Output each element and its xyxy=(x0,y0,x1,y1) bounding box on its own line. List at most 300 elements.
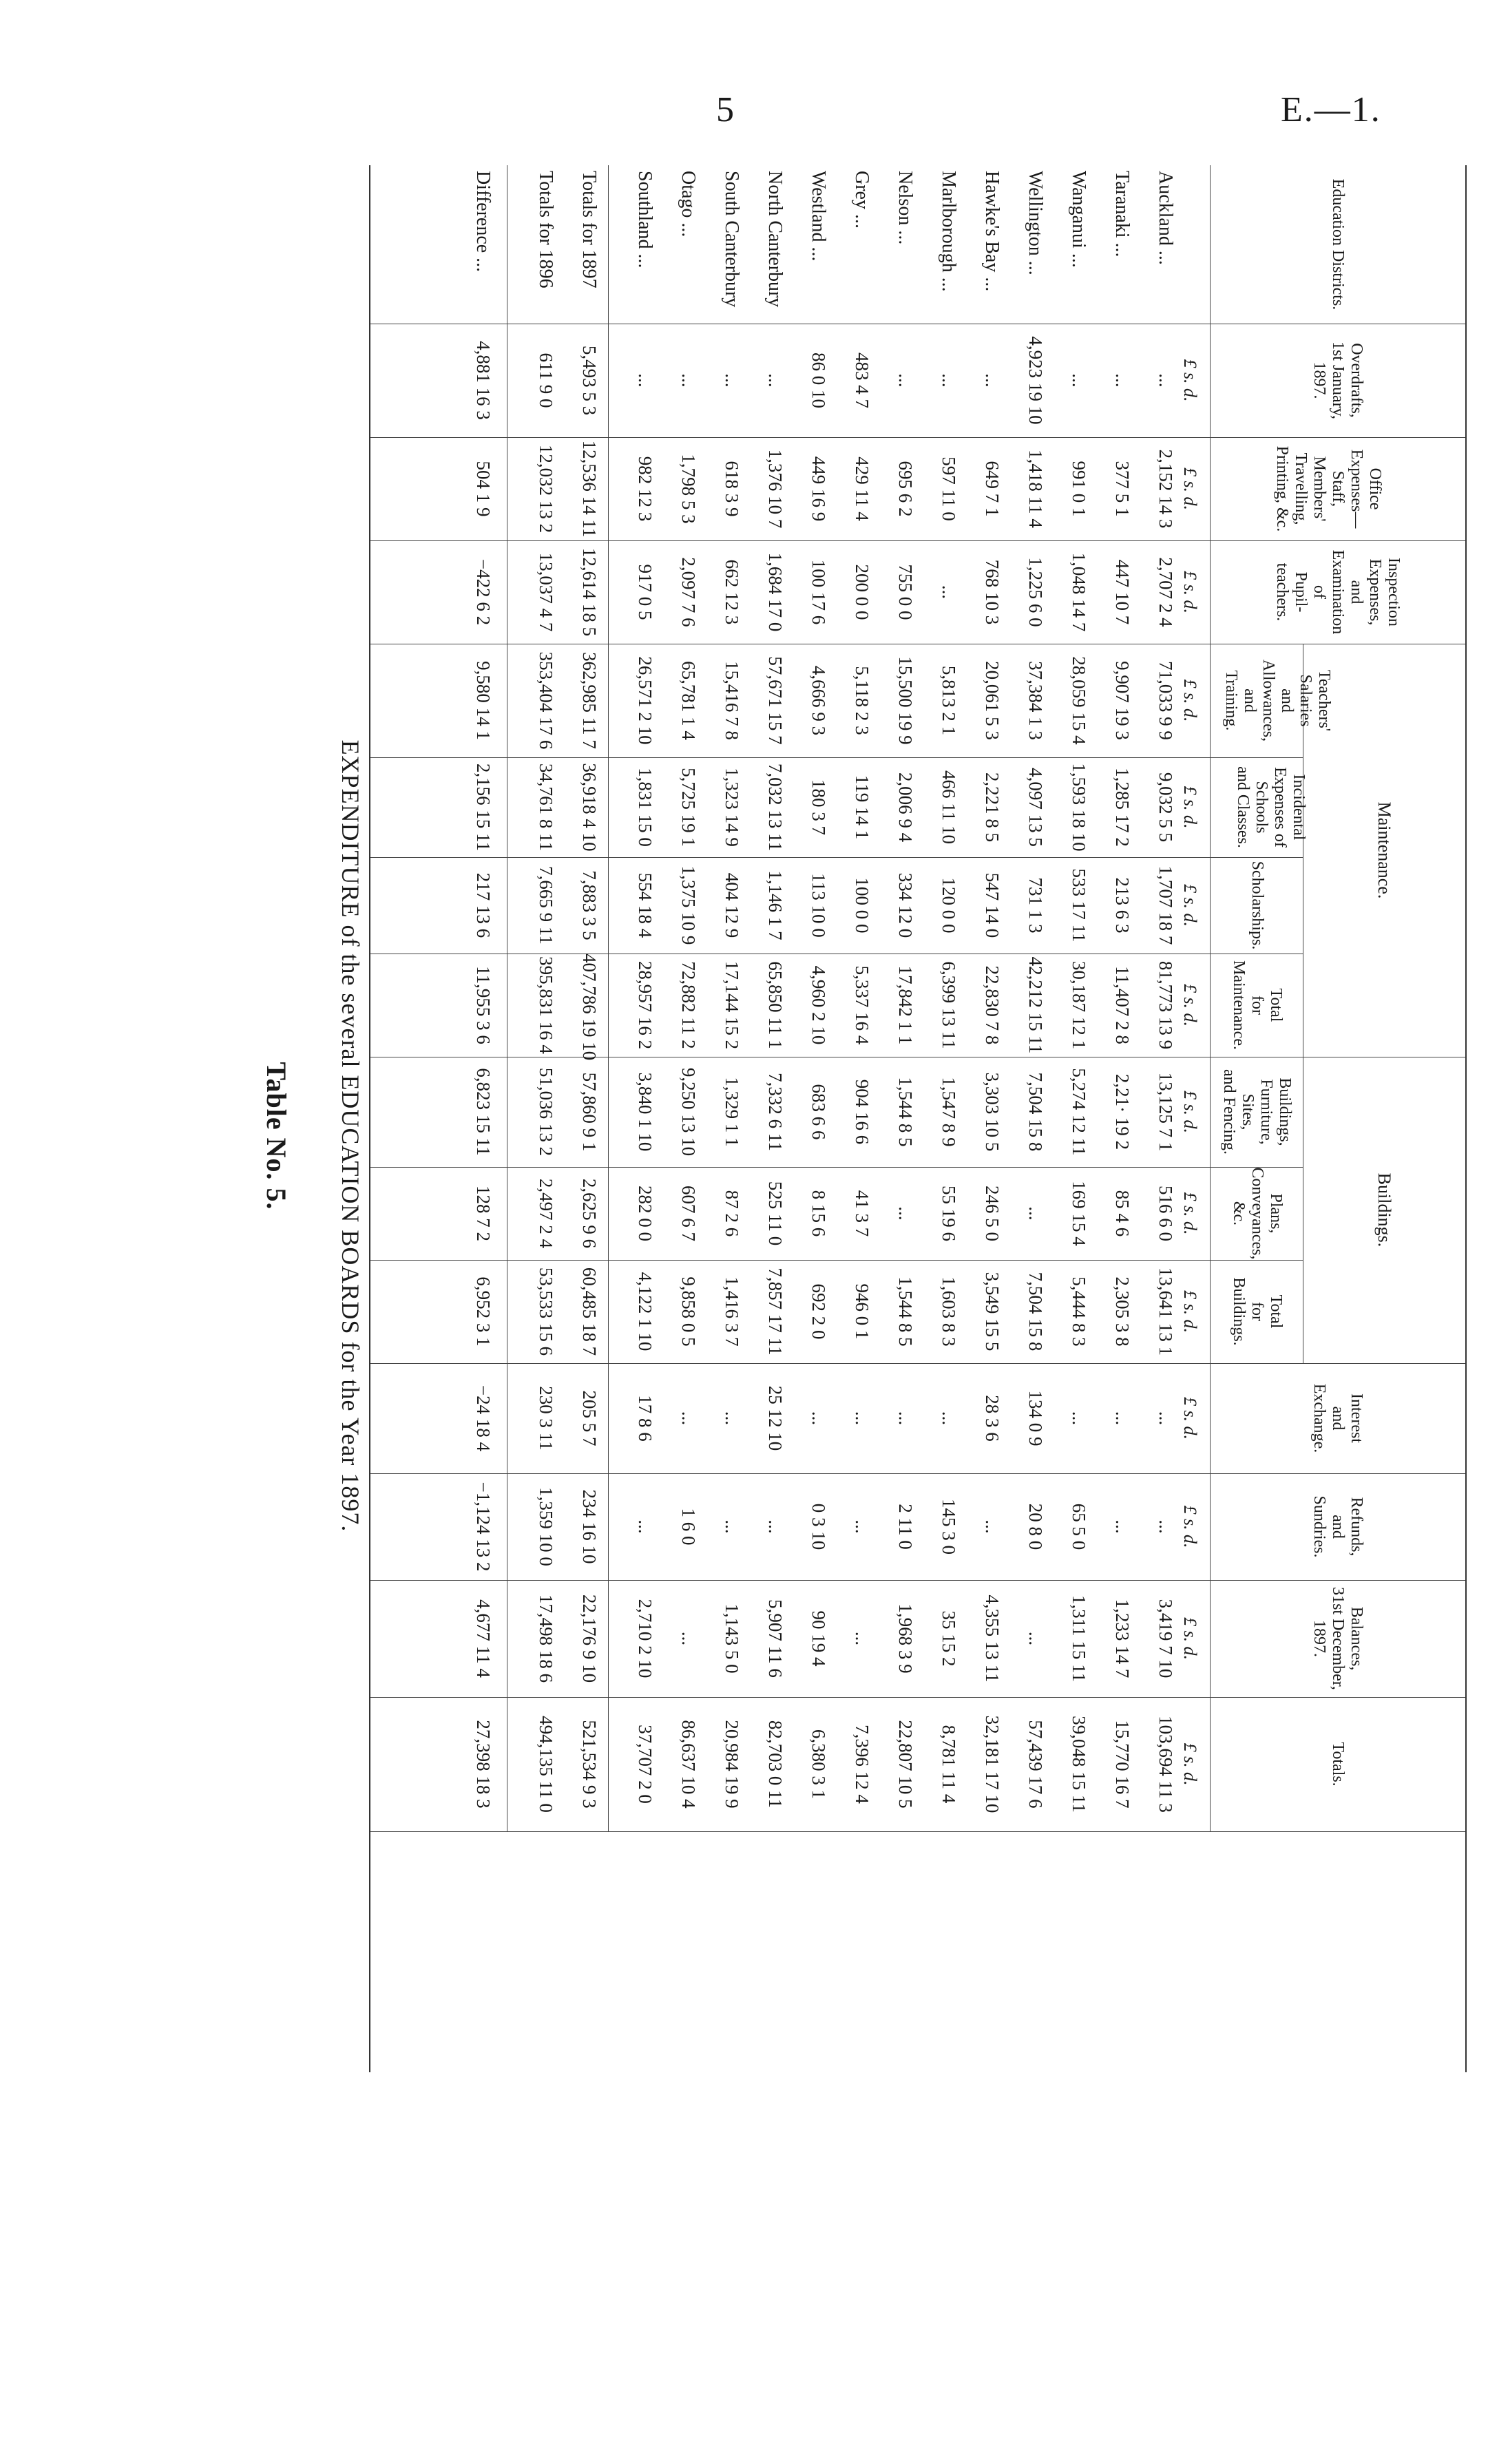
table-cell: 5,493 5 3 xyxy=(579,345,600,416)
table-cell: 57,671 15 7 xyxy=(765,656,786,745)
header-line: Education Districts. xyxy=(1329,178,1348,310)
table-cell: 5,907 11 6 xyxy=(765,1599,786,1678)
table-cell: 611 9 0 xyxy=(536,352,556,408)
table-cell: 649 7 1 xyxy=(982,461,1003,517)
header-line: Schools xyxy=(1253,781,1271,834)
units-label: £ s. d. xyxy=(1180,1090,1200,1134)
table-cell: 2,21· 19 2 xyxy=(1112,1073,1133,1150)
table-cell: ... xyxy=(722,373,742,388)
header-refunds xyxy=(1310,1473,1366,1580)
table-cell: ... xyxy=(678,1631,699,1646)
table-cell: ... xyxy=(722,1519,742,1534)
table-cell: 7,665 9 11 xyxy=(536,866,556,945)
district-label: Wellington ... xyxy=(1025,171,1046,275)
table-cell: 5,274 12 11 xyxy=(1069,1068,1089,1156)
table-cell: 145 3 0 xyxy=(939,1499,959,1555)
header-line: Plans, xyxy=(1267,1193,1285,1234)
table-cell: 904 16 6 xyxy=(852,1079,872,1145)
table-cell: 57,439 17 6 xyxy=(1025,1720,1046,1809)
header-line: Buildings. xyxy=(1230,1277,1248,1346)
table-cell: 13,125 7 1 xyxy=(1155,1072,1176,1152)
table-cell: 1,233 14 7 xyxy=(1112,1599,1133,1678)
header-line: Total xyxy=(1267,1294,1285,1329)
table-cell: 662 12 3 xyxy=(722,559,742,625)
table-cell: 213 6 3 xyxy=(1112,877,1133,934)
table-cell: ... xyxy=(895,1206,916,1221)
header-incidental xyxy=(1234,757,1308,857)
table-cell: 1,603 8 3 xyxy=(939,1276,959,1347)
table-cell: ... xyxy=(939,1411,959,1426)
district-label: North Canterbury xyxy=(764,171,786,308)
page-code: E.—1. xyxy=(1281,90,1381,129)
table-cell: 2,625 9 6 xyxy=(579,1178,600,1249)
table-cell: 607 6 7 xyxy=(678,1186,699,1241)
table-cell: 15,500 19 9 xyxy=(895,656,916,745)
table-cell: 11,407 2 8 xyxy=(1112,966,1133,1044)
header-line: Teachers' xyxy=(1315,669,1334,732)
table-cell: 100 0 0 xyxy=(852,877,872,934)
table-cell: 768 10 3 xyxy=(982,559,1003,625)
table-cell: 1,376 10 7 xyxy=(765,449,786,529)
table-cell: 13,641 13 1 xyxy=(1155,1267,1176,1356)
header-line: Staff, Members' xyxy=(1310,456,1348,522)
table-cell: 4,355 13 11 xyxy=(982,1594,1003,1683)
table-cell: 1,684 17 0 xyxy=(765,552,786,632)
header-line: Expenses, xyxy=(1366,558,1385,626)
table-cell: ... xyxy=(1025,1631,1046,1646)
table-cell: 547 14 0 xyxy=(982,872,1003,938)
table-cell: 87 2 6 xyxy=(722,1190,742,1237)
table-cell: 169 15 4 xyxy=(1069,1181,1089,1246)
table-subtitle: EXPENDITURE of the several EDUCATION BOARDS for the Year 1897. xyxy=(337,739,364,1533)
table-cell: 30,187 12 1 xyxy=(1069,960,1089,1050)
table-cell: 53,533 15 6 xyxy=(536,1267,556,1356)
units-label: £ s. d. xyxy=(1180,679,1200,722)
table-cell: 37,384 1 3 xyxy=(1025,661,1046,740)
table-cell: 404 12 9 xyxy=(722,872,742,938)
table-cell: 90 19 4 xyxy=(808,1610,829,1667)
table-cell: ... xyxy=(765,1519,786,1534)
table-cell: 60,485 18 7 xyxy=(579,1267,600,1356)
table-cell: 554 18 4 xyxy=(635,872,656,938)
table-cell: 1,048 14 7 xyxy=(1069,552,1089,632)
table-cell: 205 5 7 xyxy=(579,1390,600,1446)
header-line: of xyxy=(1310,585,1329,599)
table-cell: −422 6 2 xyxy=(473,558,494,626)
table-cell: 217 13 6 xyxy=(473,872,494,938)
table-cell: 2,006 9 4 xyxy=(895,772,916,843)
table-cell: 946 0 1 xyxy=(852,1283,872,1340)
header-line: Total xyxy=(1267,988,1285,1022)
group-header-buildings: Buildings. xyxy=(1374,1172,1395,1247)
table-cell: 1,146 1 7 xyxy=(765,870,786,940)
header-overdrafts xyxy=(1310,324,1366,437)
table-cell: 377 5 1 xyxy=(1112,461,1133,517)
table-cell: 128 7 2 xyxy=(473,1186,494,1241)
table-cell: 1,416 3 7 xyxy=(722,1276,742,1347)
table-cell: 22,830 7 8 xyxy=(982,965,1003,1045)
table-cell: 731 1 3 xyxy=(1025,877,1046,934)
units-label: £ s. d. xyxy=(1180,570,1200,614)
table-cell: 4,122 1 10 xyxy=(635,1272,656,1351)
table-cell: 1,968 3 9 xyxy=(895,1603,916,1674)
table-cell: 26,571 2 10 xyxy=(635,656,656,745)
table-cell: 200 0 0 xyxy=(852,564,872,620)
table-cell: 103,694 11 3 xyxy=(1155,1716,1176,1813)
table-cell: ... xyxy=(1069,1411,1089,1426)
header-line: Pupil- xyxy=(1292,571,1310,613)
table-cell: 17,842 1 1 xyxy=(895,965,916,1045)
table-cell: 1,329 1 1 xyxy=(722,1077,742,1147)
table-cell: 9,032 5 5 xyxy=(1155,772,1176,843)
table-cell: 81,773 13 9 xyxy=(1155,960,1176,1050)
table-cell: 6,952 3 1 xyxy=(473,1276,494,1347)
header-line: 1st January, xyxy=(1329,341,1348,420)
table-cell: 20 8 0 xyxy=(1025,1503,1046,1550)
table-cell: 82,703 0 11 xyxy=(765,1720,786,1809)
table-cell: 1,544 8 5 xyxy=(895,1077,916,1147)
table-cell: 6,823 15 11 xyxy=(473,1068,494,1156)
header-inspection xyxy=(1273,540,1403,644)
table-cell: 34,761 8 11 xyxy=(536,763,556,852)
table-cell: 1,359 10 0 xyxy=(536,1487,556,1566)
table-cell: 1,311 15 11 xyxy=(1069,1594,1089,1683)
table-cell: ... xyxy=(635,373,656,388)
table-cell: 466 11 10 xyxy=(939,770,959,844)
table-cell: 1,418 11 4 xyxy=(1025,450,1046,528)
header-line: and xyxy=(1329,1406,1348,1431)
table-cell: ... xyxy=(895,373,916,388)
header-line: Furniture, xyxy=(1257,1079,1276,1145)
table-cell: ... xyxy=(1155,1411,1176,1426)
header-line: Examination xyxy=(1329,549,1348,635)
table-cell: 12,614 18 5 xyxy=(579,547,600,637)
table-cell: 12,032 13 2 xyxy=(536,444,556,534)
table-cell: 618 3 9 xyxy=(722,461,742,517)
header-line: and xyxy=(1241,688,1259,713)
district-label: Marlborough ... xyxy=(938,171,959,292)
table-cell: 55 19 6 xyxy=(939,1186,959,1241)
table-cell: 5,444 8 3 xyxy=(1069,1276,1089,1347)
district-label: South Canterbury xyxy=(721,171,742,308)
header-line: Exchange. xyxy=(1310,1383,1329,1453)
table-cell: 37,707 2 0 xyxy=(635,1725,656,1804)
table-cell: 2,152 14 3 xyxy=(1155,449,1176,529)
table-cell: ... xyxy=(1025,1206,1046,1221)
units-label: £ s. d. xyxy=(1180,1289,1200,1334)
header-line: 31st December, xyxy=(1329,1587,1348,1690)
header-plans xyxy=(1229,1167,1285,1260)
table-cell: 991 0 1 xyxy=(1069,461,1089,517)
table-cell: ... xyxy=(852,1519,872,1534)
table-cell: 4,677 11 4 xyxy=(473,1599,494,1678)
header-line: 1897. xyxy=(1310,1620,1329,1657)
rotated-table-frame xyxy=(234,41,1487,2231)
table-cell: 504 1 9 xyxy=(473,461,494,517)
table-cell: 12,536 14 11 xyxy=(579,440,600,538)
table-cell: 4,923 19 10 xyxy=(1025,336,1046,425)
header-line: and Classes. xyxy=(1234,766,1253,848)
table-cell: 4,666 9 3 xyxy=(808,665,829,736)
table-cell: 2,221 8 5 xyxy=(982,772,1003,843)
header-line: Inspection xyxy=(1385,558,1403,626)
district-label: Grey ... xyxy=(851,171,872,229)
table-cell: 28,059 15 4 xyxy=(1069,656,1089,745)
table-cell: ... xyxy=(982,373,1003,388)
table-cell: ... xyxy=(765,373,786,388)
table-cell: 8,781 11 4 xyxy=(939,1725,959,1804)
district-label: Difference ... xyxy=(472,171,494,273)
table-cell: 13,037 4 7 xyxy=(536,552,556,632)
table-cell: 1,225 6 0 xyxy=(1025,557,1046,627)
table-cell: 334 12 0 xyxy=(895,872,916,938)
header-scholarships xyxy=(1248,857,1266,954)
table-cell: 100 17 6 xyxy=(808,559,829,625)
table-cell: 597 11 0 xyxy=(939,456,959,521)
table-cell: 9,580 14 1 xyxy=(473,661,494,740)
table-cell: 113 10 0 xyxy=(808,873,829,938)
table-cell: 3,303 10 5 xyxy=(982,1072,1003,1152)
table-cell: 9,858 0 5 xyxy=(678,1276,699,1347)
table-cell: 9,250 13 10 xyxy=(678,1067,699,1157)
table-cell: 86,637 10 4 xyxy=(678,1720,699,1809)
table-cell: 25 12 10 xyxy=(765,1385,786,1451)
table-cell: 282 0 0 xyxy=(635,1186,656,1241)
table-cell: 35 15 2 xyxy=(939,1610,959,1667)
header-line: Balances, xyxy=(1348,1606,1366,1671)
table-cell: 9,907 19 3 xyxy=(1112,661,1133,740)
table-title: Table No. 5. xyxy=(261,1062,292,1210)
units-label: £ s. d. xyxy=(1180,1192,1200,1235)
table-cell: 8 15 6 xyxy=(808,1190,829,1237)
district-label: Nelson ... xyxy=(894,171,916,245)
header-line: Expenses of xyxy=(1271,767,1290,847)
table-cell: ... xyxy=(1112,373,1133,388)
table-cell: −24 18 4 xyxy=(473,1384,494,1452)
header-total-maintenance xyxy=(1229,954,1285,1057)
table-cell: 3,549 15 5 xyxy=(982,1272,1003,1351)
district-label: Auckland ... xyxy=(1155,171,1176,265)
table-cell: 2,707 2 4 xyxy=(1155,557,1176,627)
table-cell: 6,399 13 11 xyxy=(939,961,959,1049)
table-cell: 57,860 9 1 xyxy=(579,1072,600,1152)
table-cell: 695 6 2 xyxy=(895,461,916,517)
header-divider xyxy=(1210,324,1211,1831)
header-line: Salaries xyxy=(1297,674,1315,727)
units-label: £ s. d. xyxy=(1180,1396,1200,1440)
table-cell: 28 3 6 xyxy=(982,1395,1003,1442)
table-cell: 65,781 1 4 xyxy=(678,661,699,740)
table-cell: 65 5 0 xyxy=(1069,1503,1089,1550)
table-cell: 525 11 0 xyxy=(765,1181,786,1246)
table-cell: 71,033 9 9 xyxy=(1155,661,1176,740)
table-cell: 533 17 11 xyxy=(1069,868,1089,943)
district-label: Totals for 1897 xyxy=(578,171,600,288)
units-label: £ s. d. xyxy=(1180,467,1200,511)
table-cell: 1,544 8 5 xyxy=(895,1276,916,1347)
units-label: £ s. d. xyxy=(1180,883,1200,927)
header-line: and Fencing. xyxy=(1220,1069,1239,1155)
header-interest xyxy=(1310,1363,1366,1473)
table-cell: 4,097 13 5 xyxy=(1025,768,1046,847)
table-cell: 72,882 11 2 xyxy=(678,961,699,1049)
units-label: £ s. d. xyxy=(1180,983,1200,1027)
table-cell: ... xyxy=(1112,1411,1133,1426)
table-cell: 692 2 0 xyxy=(808,1283,829,1340)
header-buildings-furniture xyxy=(1220,1057,1295,1167)
header-line: Sundries. xyxy=(1310,1495,1329,1558)
table-cell: 20,984 19 9 xyxy=(722,1720,742,1809)
table-cell: 494,135 11 0 xyxy=(536,1716,556,1813)
units-label: £ s. d. xyxy=(1180,1742,1200,1786)
table-cell: 2,305 3 8 xyxy=(1112,1276,1133,1347)
district-label: Totals for 1896 xyxy=(535,171,556,288)
table-cell: 39,048 15 11 xyxy=(1069,1716,1089,1813)
header-line: Refunds, xyxy=(1348,1497,1366,1557)
header-balances xyxy=(1310,1580,1366,1697)
table-cell: 15,770 16 7 xyxy=(1112,1720,1133,1809)
header-line: Travelling, xyxy=(1292,452,1310,525)
header-line: and xyxy=(1348,580,1366,604)
header-line: teachers. xyxy=(1273,562,1292,622)
table-cell: 7,883 3 5 xyxy=(579,870,600,940)
table-cell: 22,176 9 10 xyxy=(579,1594,600,1683)
table-cell: 1,285 17 2 xyxy=(1112,768,1133,847)
table-cell: 134 0 9 xyxy=(1025,1390,1046,1446)
table-cell: 85 4 6 xyxy=(1112,1190,1133,1237)
table-cell: 27,398 18 3 xyxy=(473,1720,494,1809)
table-cell: 982 12 3 xyxy=(635,456,656,522)
table-cell: 1,593 18 10 xyxy=(1069,763,1089,852)
header-line: Scholarships. xyxy=(1248,861,1266,950)
table-cell: 2,156 15 11 xyxy=(473,763,494,852)
table-cell: 5,813 2 1 xyxy=(939,665,959,736)
table-cell: ... xyxy=(1112,1519,1133,1534)
table-cell: 7,857 17 11 xyxy=(765,1267,786,1356)
table-cell: 22,807 10 5 xyxy=(895,1720,916,1809)
table-cell: 429 11 4 xyxy=(852,456,872,521)
header-line: for xyxy=(1248,1302,1266,1321)
table-cell: 42,212 15 11 xyxy=(1025,956,1046,1054)
units-label: £ s. d. xyxy=(1180,1505,1200,1548)
table-cell: 6,380 3 1 xyxy=(808,1729,829,1800)
table-cell: 755 0 0 xyxy=(895,564,916,620)
header-teachers-salaries xyxy=(1222,644,1334,757)
district-label: Westland ... xyxy=(808,171,829,262)
header-line: for xyxy=(1248,996,1266,1015)
table-cell: 1,143 5 0 xyxy=(722,1603,742,1674)
header-divider xyxy=(1210,165,1211,324)
table-cell: 1,547 8 9 xyxy=(939,1077,959,1147)
table-cell: 4,960 2 10 xyxy=(808,965,829,1045)
units-label: £ s. d. xyxy=(1180,786,1200,829)
table-cell: 1,375 10 9 xyxy=(678,865,699,945)
table-cell: 4,881 16 3 xyxy=(473,341,494,420)
table-cell: ... xyxy=(678,1411,699,1426)
table-cell: ... xyxy=(1155,373,1176,388)
district-label: Taranaki ... xyxy=(1111,171,1133,257)
table-cell: 41 3 7 xyxy=(852,1190,872,1237)
table-cell: 395,831 16 4 xyxy=(536,956,556,1054)
district-label: Otago ... xyxy=(678,171,699,238)
header-line: Interest xyxy=(1348,1393,1366,1443)
header-line: Sites, xyxy=(1239,1093,1257,1130)
header-line: Training. xyxy=(1222,670,1241,731)
table-cell: 2,710 2 10 xyxy=(635,1599,656,1678)
table-cell: 683 6 6 xyxy=(808,1084,829,1140)
totals-divider xyxy=(608,165,609,1831)
table-cell: 7,032 13 11 xyxy=(765,763,786,852)
table-cell: ... xyxy=(1069,373,1089,388)
table-cell: 1 6 0 xyxy=(678,1508,699,1546)
table-cell: 11,955 3 6 xyxy=(473,966,494,1044)
table-cell: ... xyxy=(852,1411,872,1426)
table-cell: 5,118 2 3 xyxy=(852,666,872,735)
header-totals xyxy=(1329,1697,1348,1831)
units-label: £ s. d. xyxy=(1180,359,1200,402)
table-cell: 51,036 13 2 xyxy=(536,1067,556,1157)
table-cell: 521,534 9 3 xyxy=(579,1720,600,1809)
header-line: Conveyances, xyxy=(1248,1167,1266,1260)
table-cell: ... xyxy=(895,1411,916,1426)
table-cell: 483 4 7 xyxy=(852,352,872,408)
district-label: Wanganui ... xyxy=(1068,171,1089,268)
table-cell: 86 0 10 xyxy=(808,352,829,408)
table-cell: 447 10 7 xyxy=(1112,559,1133,625)
table-cell: 65,850 11 1 xyxy=(765,961,786,1049)
header-line: Printing, &c. xyxy=(1273,445,1292,532)
header-line: Office xyxy=(1366,467,1385,510)
table-cell: 234 16 10 xyxy=(579,1489,600,1564)
table-cell: 1,798 5 3 xyxy=(678,454,699,524)
header-districts xyxy=(1329,165,1348,324)
table-cell: 0 3 10 xyxy=(808,1503,829,1550)
table-cell: 7,332 6 11 xyxy=(765,1073,786,1151)
header-line: 1897. xyxy=(1310,361,1329,399)
table-cell: 5,337 16 4 xyxy=(852,965,872,1045)
table-cell: 5,725 19 1 xyxy=(678,768,699,847)
table-cell: 3,840 1 10 xyxy=(635,1072,656,1152)
table-cell: ... xyxy=(982,1519,1003,1534)
table-cell: 7,396 12 4 xyxy=(852,1725,872,1804)
table-cell: 120 0 0 xyxy=(939,877,959,934)
expenditure-table xyxy=(369,165,1467,2072)
table-cell: 28,957 16 2 xyxy=(635,960,656,1050)
header-line: Maintenance. xyxy=(1230,960,1248,1050)
table-cell: 362,985 11 7 xyxy=(579,652,600,749)
district-label: Hawke's Bay ... xyxy=(981,171,1003,292)
table-cell: 407,786 19 10 xyxy=(579,954,600,1061)
header-line: and xyxy=(1278,688,1297,713)
table-cell: 32,181 17 10 xyxy=(982,1715,1003,1813)
header-line: and xyxy=(1329,1515,1348,1539)
table-cell: 17 8 6 xyxy=(635,1395,656,1442)
table-cell: ... xyxy=(939,585,959,600)
table-cell: 3,419 7 10 xyxy=(1155,1599,1176,1678)
table-cell: 180 3 7 xyxy=(808,779,829,835)
table-cell: 246 5 0 xyxy=(982,1186,1003,1241)
table-cell: 516 6 0 xyxy=(1155,1186,1176,1241)
table-cell: 7,504 15 8 xyxy=(1025,1072,1046,1152)
group-header-maintenance: Maintenance. xyxy=(1374,801,1395,899)
table-cell: 17,144 15 2 xyxy=(722,960,742,1050)
header-line: Incidental xyxy=(1290,774,1308,841)
table-cell: ... xyxy=(635,1519,656,1534)
header-total-buildings xyxy=(1229,1260,1285,1363)
header-line: Totals. xyxy=(1329,1742,1348,1787)
header-line: Allowances, xyxy=(1259,659,1278,742)
header-office-expenses xyxy=(1273,437,1385,540)
